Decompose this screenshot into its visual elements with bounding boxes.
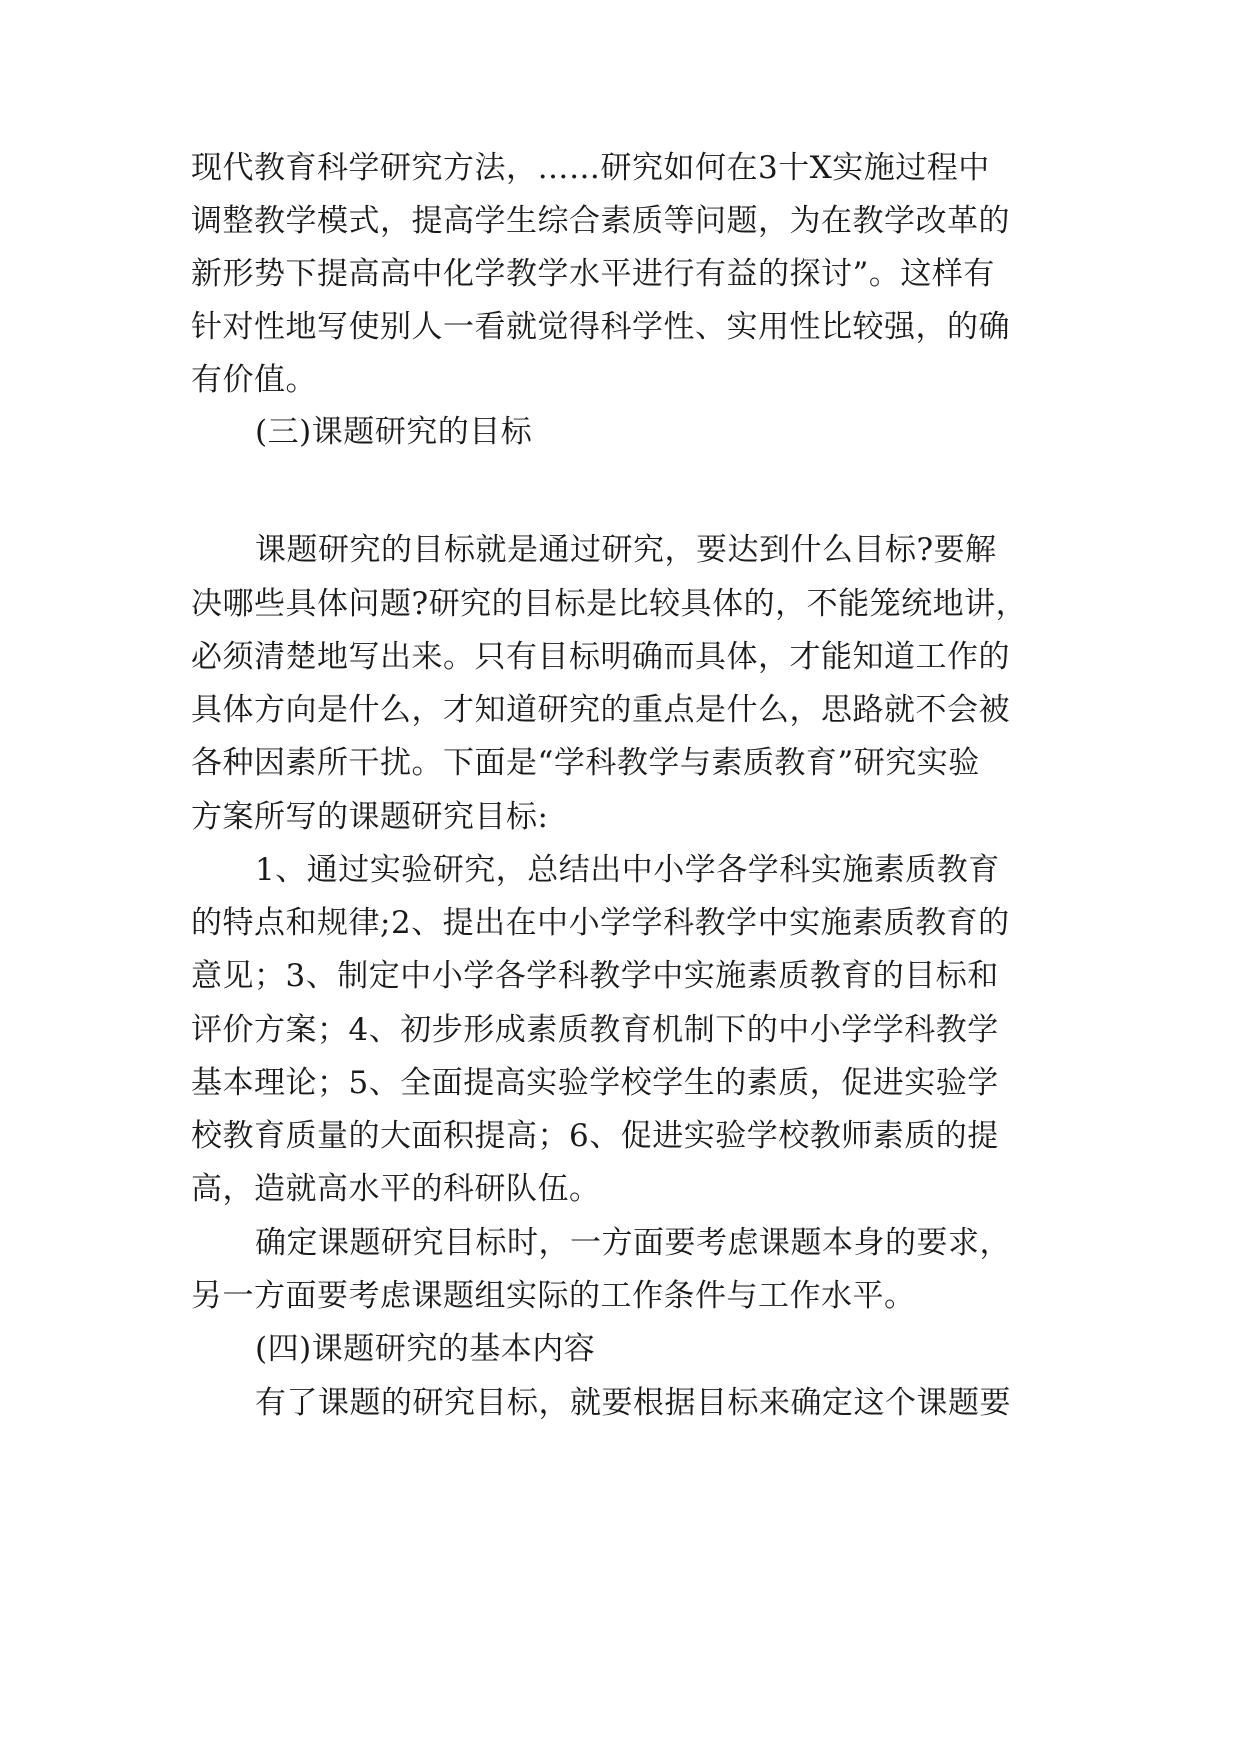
paragraph-line: 有价值。 xyxy=(191,362,317,398)
paragraph-line: 有了课题的研究目标，就要根据目标来确定这个课题要 xyxy=(255,1385,1011,1421)
section-heading-3: (三)课题研究的目标 xyxy=(255,414,533,450)
paragraph-line: 现代教育科学研究方法，……研究如何在3十X实施过程中 xyxy=(191,150,990,186)
paragraph-line: 另一方面要考虑课题组实际的工作条件与工作水平。 xyxy=(191,1278,916,1314)
section-heading-4: (四)课题研究的基本内容 xyxy=(255,1331,596,1367)
paragraph-line: 必须清楚地写出来。只有目标明确而具体，才能知道工作的 xyxy=(191,639,1010,675)
paragraph-line: 调整教学模式，提高学生综合素质等问题，为在教学改革的 xyxy=(191,203,1010,239)
paragraph-line: 针对性地写使别人一看就觉得科学性、实用性比较强，的确 xyxy=(191,309,1010,345)
paragraph-line: 1、通过实验研究，总结出中小学各学科实施素质教育 xyxy=(255,852,1000,888)
paragraph-line: 方案所写的课题研究目标: xyxy=(191,799,549,835)
paragraph-line: 各种因素所干扰。下面是“学科教学与素质教育”研究实验 xyxy=(191,745,980,781)
paragraph-line: 确定课题研究目标时，一方面要考虑课题本身的要求， xyxy=(255,1225,1011,1261)
paragraph-line: 课题研究的目标就是通过研究，要达到什么目标?要解 xyxy=(255,532,997,568)
paragraph-line: 决哪些具体问题?研究的目标是比较具体的，不能笼统地讲， xyxy=(191,586,1028,622)
paragraph-line: 高，造就高水平的科研队伍。 xyxy=(191,1171,601,1207)
paragraph-line: 校教育质量的大面积提高；6、促进实验学校教师素质的提 xyxy=(191,1118,999,1154)
paragraph-line: 评价方案；4、初步形成素质教育机制下的中小学学科教学 xyxy=(191,1012,999,1048)
paragraph-line: 具体方向是什么，才知道研究的重点是什么，思路就不会被 xyxy=(191,692,1010,728)
paragraph-line: 的特点和规律;2、提出在中小学学科教学中实施素质教育的 xyxy=(191,905,1010,941)
paragraph-line: 意见；3、制定中小学各学科教学中实施素质教育的目标和 xyxy=(191,958,999,994)
paragraph-line: 基本理论；5、全面提高实验学校学生的素质，促进实验学 xyxy=(191,1065,999,1101)
paragraph-line: 新形势下提高高中化学教学水平进行有益的探讨”。这样有 xyxy=(191,256,995,292)
